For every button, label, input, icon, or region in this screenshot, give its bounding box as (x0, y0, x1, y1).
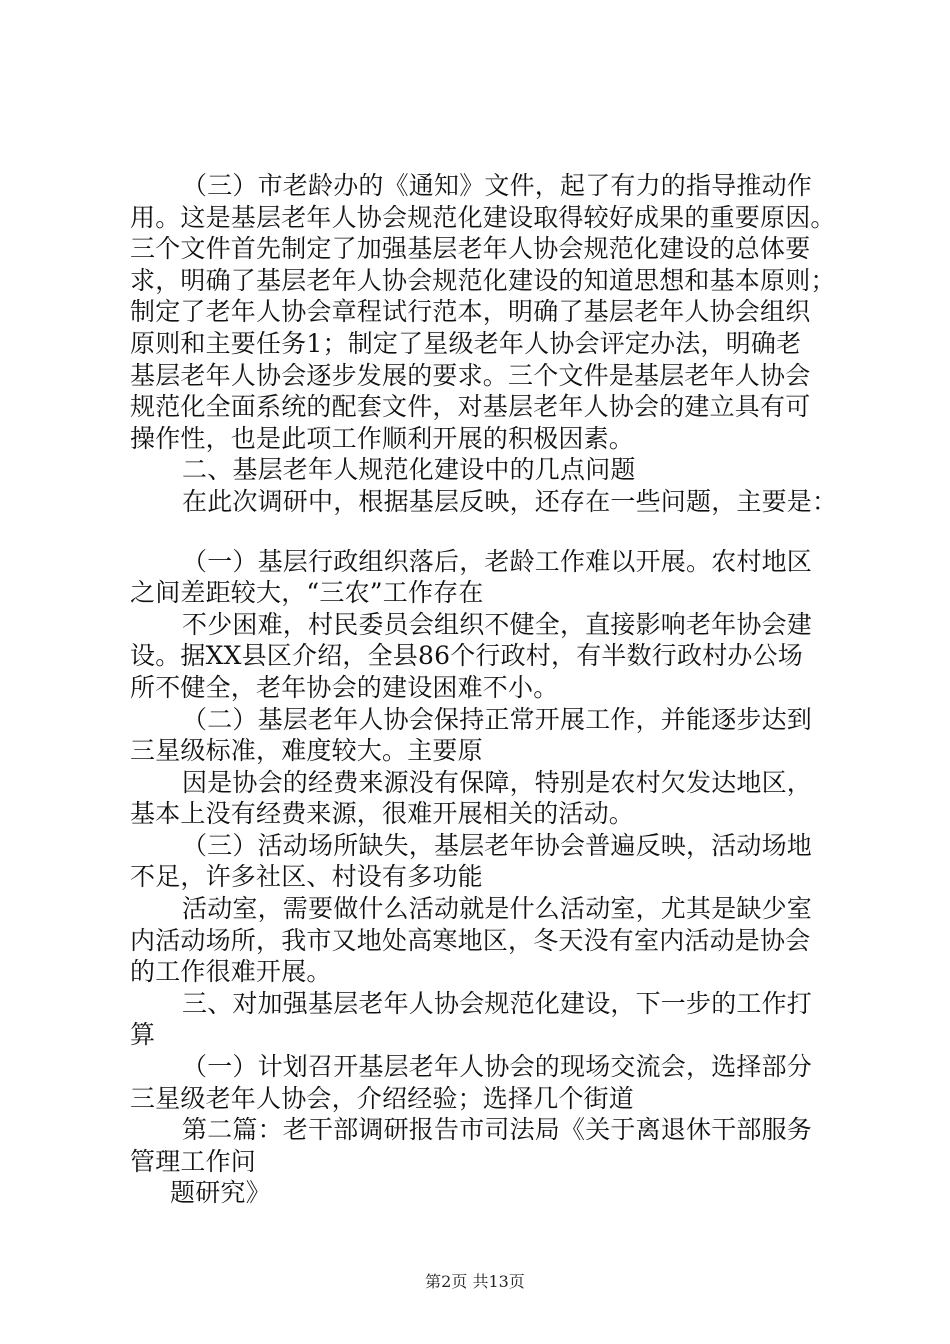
document-body (130, 170, 838, 1209)
page-footer: 第2页 共13页 (425, 1272, 525, 1291)
chapter-heading: 第二篇：老干部调研报告市司法局《关于离退休干部服务 (182, 1115, 813, 1145)
paragraph-line: 规范化全面系统的配套文件，对基层老年人协会的建立具有可 (130, 392, 811, 422)
paragraph-line: 活动室，需要做什么活动就是什么活动室，尤其是缺少室 (182, 894, 813, 924)
paragraph-line: 基层老年人协会逐步发展的要求。三个文件是基层老年人协会 (130, 360, 811, 390)
blank-gap (130, 518, 830, 546)
paragraph-line: 三个文件首先制定了加强基层老年人协会规范化建设的总体要 (130, 234, 811, 264)
paragraph-line: （三）活动场所缺失，基层老年协会普遍反映，活动场地 (182, 830, 813, 860)
paragraph-line: （一）基层行政组织落后，老龄工作难以开展。农村地区 (182, 546, 813, 576)
paragraph-line: 设。据XX县区介绍，全县86个行政村，有半数行政村办公场 (130, 641, 804, 671)
paragraph-line: 不足，许多社区、村设有多功能 (130, 862, 483, 892)
paragraph-line: 用。这是基层老年人协会规范化建设取得较好成果的重要原因。 (130, 202, 836, 232)
paragraph-line: 不少困难，村民委员会组织不健全，直接影响老年协会建 (182, 609, 813, 639)
paragraph-line: 基本上没有经费来源，很难开展相关的活动。 (130, 799, 635, 829)
paragraph-line: 制定了老年人协会章程试行范本，明确了基层老年人协会组织 (130, 297, 811, 327)
paragraph-line: 之间差距较大，“三农”工作存在 (130, 578, 484, 608)
section-heading: 三、对加强基层老年人协会规范化建设，下一步的工作打 (182, 988, 813, 1018)
paragraph-line: （二）基层老年人协会保持正常开展工作，并能逐步达到 (182, 704, 813, 734)
paragraph-line: （三）市老龄办的《通知》文件，起了有力的指导推动作 (182, 171, 813, 200)
paragraph-line: 算 (130, 1020, 156, 1050)
paragraph-line: 操作性，也是此项工作顺利开展的积极因素。 (130, 423, 635, 453)
paragraph-line: 因是协会的经费来源没有保障，特别是农村欠发达地区， (182, 767, 813, 797)
paragraph-line: 的工作很难开展。 (130, 957, 332, 987)
paragraph-line: 三星级老年人协会，介绍经验；选择几个街道 (130, 1083, 635, 1113)
paragraph-line: 原则和主要任务1；制定了星级老年人协会评定办法，明确老 (130, 328, 802, 358)
paragraph-line: 三星级标准，难度较大。主要原 (130, 736, 483, 766)
paragraph-line: 在此次调研中，根据基层反映，还存在一些问题，主要是： (182, 486, 838, 516)
paragraph-line: 求，明确了基层老年人协会规范化建设的知道思想和基本原则； (130, 265, 836, 295)
paragraph-line: 内活动场所，我市又地处高寒地区，冬天没有室内活动是协会 (130, 925, 811, 955)
chapter-heading-line: 管理工作问 (130, 1146, 257, 1176)
chapter-heading-line: 题研究》 (170, 1178, 271, 1208)
paragraph-line: （一）计划召开基层老年人协会的现场交流会，选择部分 (182, 1052, 813, 1082)
section-heading: 二、基层老年人规范化建设中的几点问题 (182, 455, 636, 485)
paragraph-line: 所不健全，老年协会的建设困难不小。 (130, 672, 559, 702)
